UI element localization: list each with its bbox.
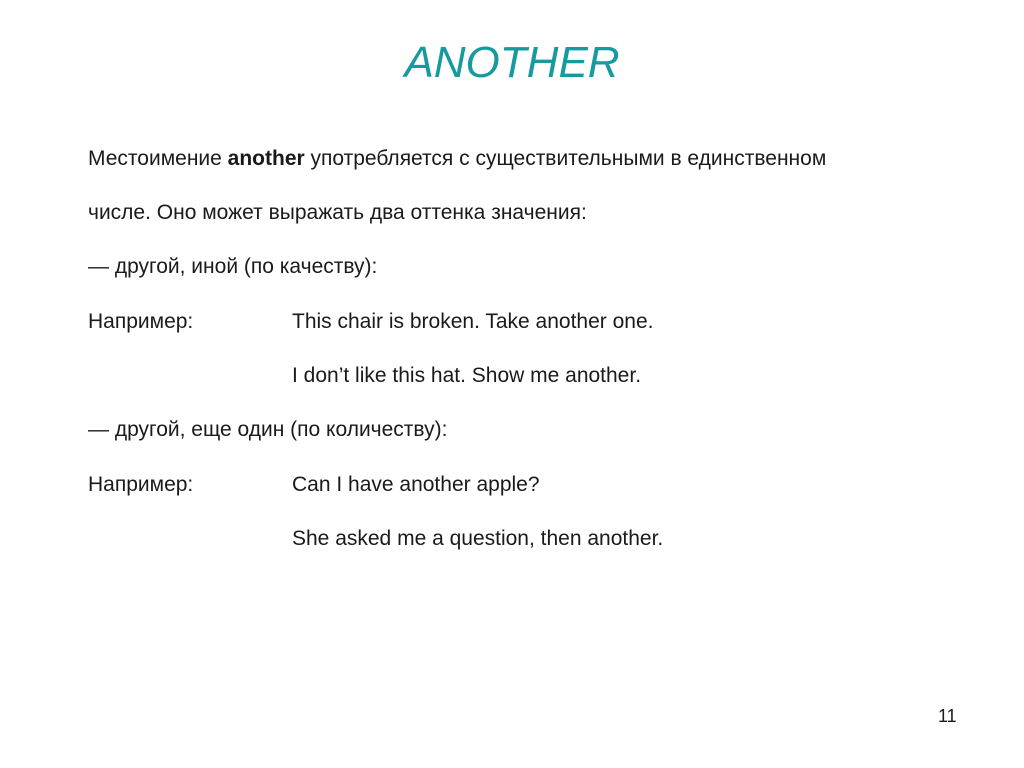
example-label-2: Например: bbox=[88, 473, 194, 496]
page-number: 11 bbox=[938, 706, 957, 726]
intro-text-after: употребляется с существительными в единственном bbox=[304, 147, 827, 170]
meaning-2-heading: — другой, еще один (по количеству): bbox=[88, 418, 448, 441]
example-sentence-2: I don’t like this hat. Show me another. bbox=[292, 364, 642, 387]
intro-line-1 bbox=[88, 146, 826, 172]
example-sentence-4: She asked me a question, then another. bbox=[292, 527, 664, 550]
intro-text-before: Местоимение bbox=[88, 147, 228, 170]
intro-keyword: another bbox=[227, 147, 305, 170]
example-sentence-1: This chair is broken. Take another one. bbox=[292, 310, 654, 333]
meaning-1-heading: — другой, иной (по качеству): bbox=[88, 255, 378, 278]
intro-line-2: числе. Оно может выражать два оттенка значения: bbox=[88, 201, 587, 224]
example-sentence-3: Can I have another apple? bbox=[292, 473, 540, 496]
slide-title: ANOTHER bbox=[404, 38, 620, 87]
example-label-1: Например: bbox=[88, 310, 194, 333]
